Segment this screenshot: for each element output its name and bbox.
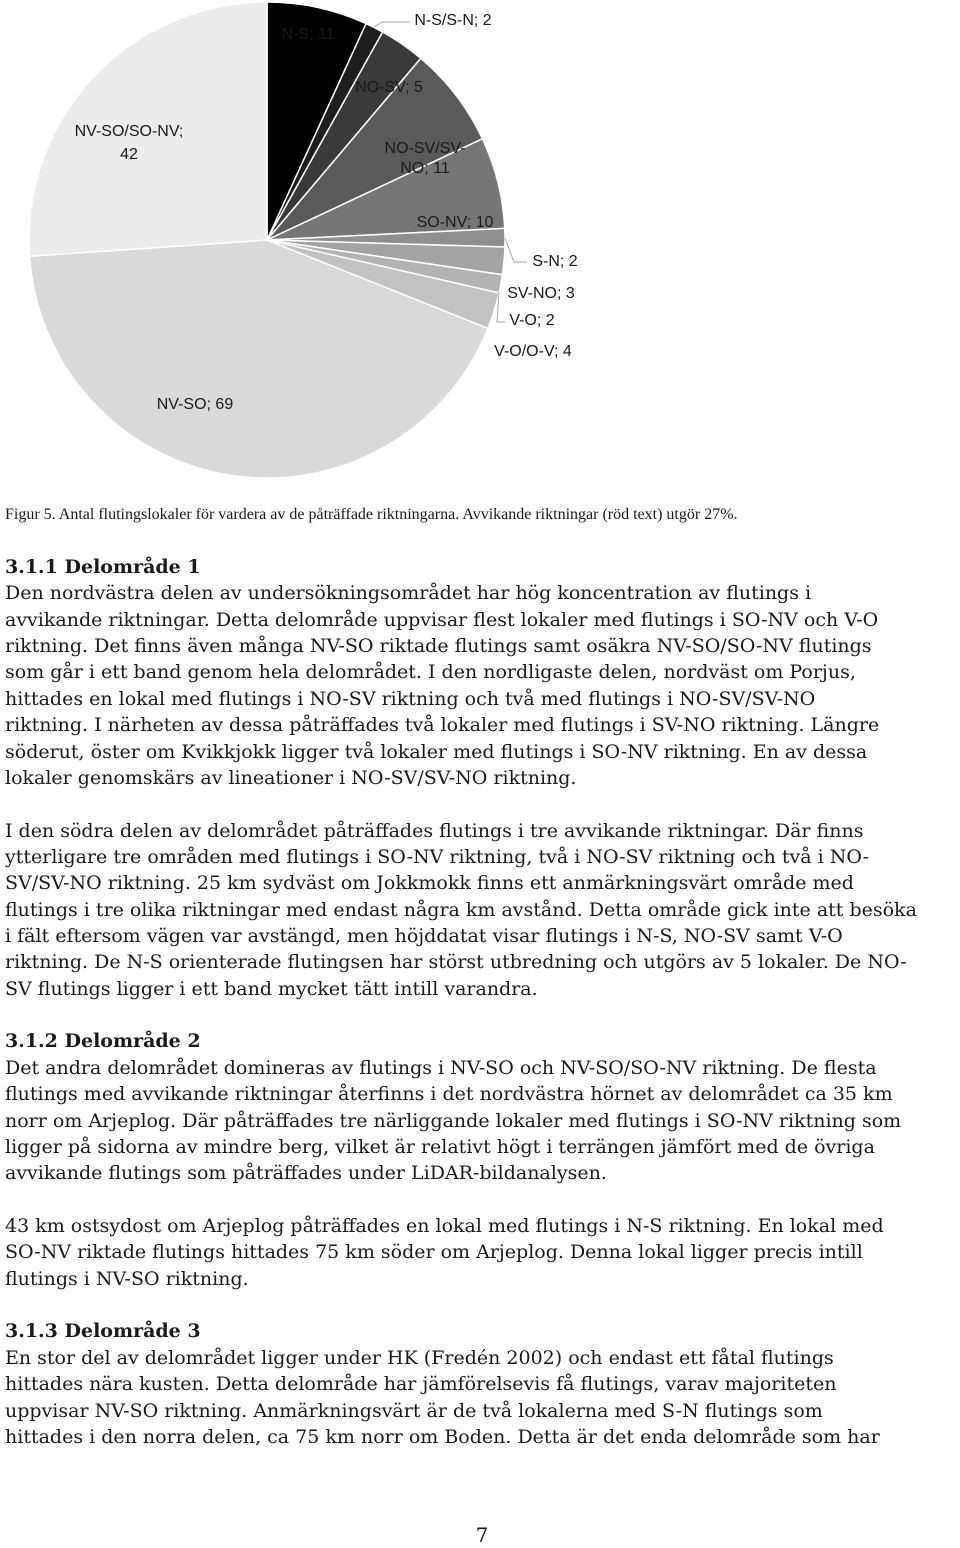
body-line: En stor del av delområdet ligger under HK (Fredén 2002) och endast ett fåtal flutings (5, 1346, 834, 1369)
data-label-nv-so: NV-SO; 69 (156, 396, 234, 413)
pie-slices (29, 2, 505, 478)
data-label-no-sv-sv-no-line1: NO-SV/SV- (384, 140, 466, 157)
body-line: som går i ett band genom hela delområdet. I den nordligaste delen, nordväst om Porjus, (5, 661, 856, 684)
body-line: Den nordvästra delen av undersökningsområdet har hög koncentration av flutings i (5, 582, 812, 605)
body-line: SV/SV-NO riktning. 25 km sydväst om Jokkmokk finns ett anmärkningsvärt område med (5, 872, 854, 895)
data-label-nv-so-so-nv-line2: 42 (120, 146, 138, 163)
body-line: riktning. Det finns även många NV-SO riktade flutings samt osäkra NV-SO/SO-NV flutings (5, 635, 872, 658)
body-line: uppvisar NV-SO riktning. Anmärkningsvärt är de två lokalerna med S-N flutings som (5, 1399, 823, 1422)
section-heading: 3.1.3 Delområde 3 (5, 1320, 201, 1343)
body-line: norr om Arjeplog. Där påträffades tre närliggande lokaler med flutings i SO-NV riktning som (5, 1109, 902, 1132)
data-label-n-s-s-n: N-S/S-N; 2 (414, 12, 492, 29)
data-label-s-n: S-N; 2 (532, 253, 578, 270)
data-label-v-o: V-O; 2 (509, 312, 555, 329)
body-line: söderut, öster om Kvikkjokk ligger två lokaler med flutings i SO-NV riktning. En av dessa (5, 740, 868, 763)
body-line: ligger på sidorna av mindre berg, vilket är relativt högt i terrängen jämfört med de övriga (5, 1135, 875, 1158)
data-label-no-sv-sv-no-line2: NO; 11 (400, 160, 450, 177)
body-line: hittades nära kusten. Detta delområde har jämförelsevis få flutings, varav majoriteten (5, 1373, 837, 1396)
data-label-n-s: N-S; 11 (281, 26, 335, 43)
data-label-sv-no: SV-NO; 3 (507, 285, 575, 302)
body-line: hittades en lokal med flutings i NO-SV riktning och två med flutings i NO-SV/SV-NO (5, 687, 816, 710)
paragraph (5, 1345, 955, 1450)
body-text (5, 554, 955, 1450)
body-line: Det andra delområdet domineras av flutings i NV-SO och NV-SO/SO-NV riktning. De flesta (5, 1056, 877, 1079)
body-line: ytterligare tre områden med flutings i SO-NV riktning, två i NO-SV riktning och två i NO- (5, 845, 870, 868)
body-line: hittades i den norra delen, ca 75 km norr om Boden. Detta är det enda delområde som har (5, 1425, 880, 1448)
body-line: I den södra delen av delområdet påträffades flutings i tre avvikande riktningar. Där finns (5, 819, 864, 842)
page-number: 7 (475, 1523, 489, 1547)
body-line: i fält eftersom vägen var avstängd, men höjddatat visar flutings i N-S, NO-SV samt V-O (5, 925, 843, 948)
leader-line-v-o (497, 292, 505, 322)
body-line: riktning. I närheten av dessa påträffades två lokaler med flutings i SV-NO riktning. Längre (5, 714, 880, 737)
section-heading: 3.1.1 Delområde 1 (5, 556, 201, 578)
pie-chart (0, 0, 960, 492)
leader-line-s-n (505, 238, 527, 262)
body-line: lokaler genomskärs av lineationer i NO-SV/SV-NO riktning. (5, 766, 577, 789)
paragraph (5, 580, 955, 791)
body-line: 43 km ostsydost om Arjeplog påträffades en lokal med flutings i N-S riktning. En lokal med (5, 1214, 884, 1237)
body-line: flutings i tre olika riktningar med endast några km avstånd. Detta område gick inte att besöka (5, 898, 917, 921)
data-label-so-nv: SO-NV; 10 (416, 214, 494, 231)
body-line: flutings i NV-SO riktning. (5, 1267, 249, 1290)
section-heading: 3.1.2 Delområde 2 (5, 1030, 201, 1053)
paragraph (5, 1055, 955, 1187)
data-label-nv-so-so-nv-line1: NV-SO/SO-NV; (74, 123, 184, 140)
body-line: flutings med avvikande riktningar återfinns i det nordvästra hörnet av delområdet ca 35 km (5, 1083, 893, 1106)
body-line: avvikande flutings som påträffades under LiDAR-bildanalysen. (5, 1162, 607, 1185)
body-line: SO-NV riktade flutings hittades 75 km söder om Arjeplog. Denna lokal ligger precis intill (5, 1241, 863, 1264)
paragraph (5, 818, 955, 1003)
data-label-no-sv: NO-SV; 5 (355, 79, 423, 96)
body-line: avvikande riktningar. Detta delområde uppvisar flest lokaler med flutings i SO-NV och V-O (5, 608, 879, 631)
leader-line-n-s-s-n (374, 22, 410, 27)
data-label-v-o-o-v: V-O/O-V; 4 (494, 343, 572, 360)
figure-caption: Figur 5. Antal flutingslokaler för vardera av de påträffade riktningarna. Avvikande riktningar (röd text) utgör 27%. (5, 506, 738, 523)
body-line: riktning. De N-S orienterade flutingsen har störst utbredning och utgörs av 5 lokaler. De NO- (5, 951, 907, 974)
paragraph (5, 1213, 955, 1292)
body-line: SV flutings ligger i ett band mycket tätt intill varandra. (5, 977, 538, 1000)
